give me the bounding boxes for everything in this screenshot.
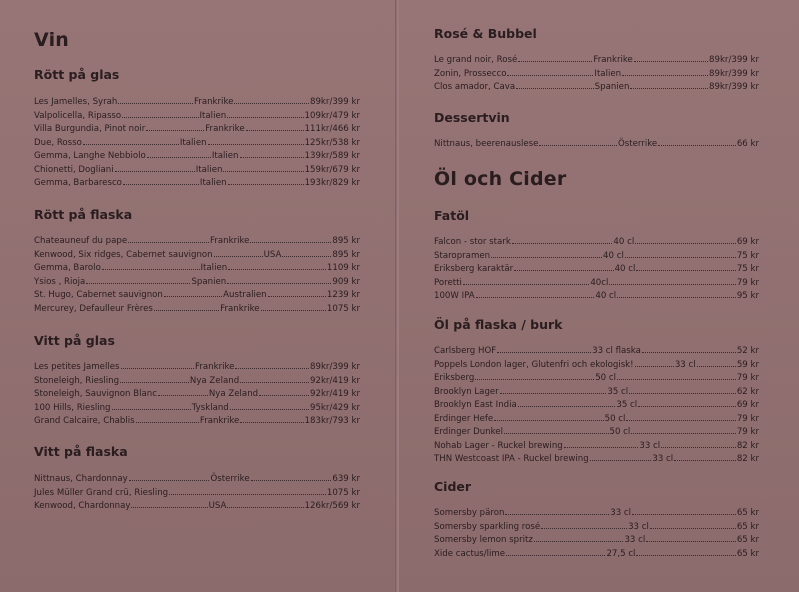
item-origin: 33 cl bbox=[652, 454, 674, 464]
menu-item bbox=[434, 426, 759, 440]
item-price: 65 kr bbox=[736, 548, 760, 559]
item-name: Brooklyn East India bbox=[434, 400, 517, 410]
item-origin: 40 cl bbox=[595, 291, 617, 301]
menu-item bbox=[34, 235, 360, 249]
item-name: Jules Müller Grand crü, Riesling bbox=[34, 487, 169, 498]
dot-leader bbox=[234, 103, 309, 104]
menu-item bbox=[34, 500, 360, 514]
item-price: 1075 kr bbox=[326, 487, 360, 498]
menu-item bbox=[34, 276, 360, 290]
page-title-ol-och-cider: Öl och Cider bbox=[434, 168, 567, 190]
dot-leader bbox=[261, 310, 326, 311]
menu-item bbox=[434, 263, 759, 277]
dot-leader bbox=[123, 184, 199, 185]
item-price: 62 kr bbox=[736, 386, 759, 397]
item-origin: 40cl bbox=[590, 277, 609, 288]
item-origin: 33 cl bbox=[610, 508, 632, 518]
item-price: 75 kr bbox=[736, 250, 759, 261]
item-origin: 27,5 cl bbox=[606, 548, 636, 559]
section-heading: Vitt på glas bbox=[34, 333, 115, 348]
dot-leader bbox=[590, 460, 652, 461]
item-origin: Frankrike bbox=[195, 362, 235, 372]
menu-list bbox=[434, 138, 759, 152]
item-origin: Frankrike bbox=[199, 416, 240, 426]
item-name: Nittnaus, Chardonnay bbox=[34, 474, 128, 484]
item-price: 69 kr bbox=[736, 400, 759, 410]
item-origin: 40 cl bbox=[613, 237, 635, 247]
dot-leader bbox=[121, 368, 195, 369]
item-price: 109kr/479 kr bbox=[304, 110, 360, 121]
section-heading: Vitt på flaska bbox=[34, 444, 128, 459]
item-price: 1239 kr bbox=[326, 290, 361, 300]
dot-leader bbox=[223, 171, 303, 172]
dot-leader bbox=[609, 284, 735, 285]
dot-leader bbox=[227, 507, 303, 508]
dot-leader bbox=[164, 296, 222, 297]
item-name: Gemma, Barbaresco bbox=[34, 178, 122, 188]
item-price: 895 kr bbox=[332, 236, 361, 246]
dot-leader bbox=[646, 541, 736, 542]
dot-leader bbox=[146, 130, 204, 131]
dot-leader bbox=[227, 117, 303, 118]
item-price: 89kr/399 kr bbox=[709, 82, 759, 92]
item-origin: Italien bbox=[199, 178, 227, 188]
menu-item bbox=[34, 361, 360, 375]
dot-leader bbox=[697, 366, 736, 367]
item-name: Grand Calcaire, Chablis bbox=[34, 416, 135, 426]
item-origin: 33 cl bbox=[674, 359, 696, 370]
item-price: 65 kr bbox=[736, 508, 759, 518]
item-origin: 33 cl bbox=[628, 521, 649, 532]
dot-leader bbox=[463, 284, 589, 285]
item-price: 65 kr bbox=[736, 521, 760, 532]
menu-item bbox=[434, 548, 759, 562]
dot-leader bbox=[208, 144, 304, 145]
item-origin: USA bbox=[263, 249, 282, 260]
item-origin: 33 cl bbox=[624, 535, 646, 545]
dot-leader bbox=[491, 257, 602, 258]
menu-item bbox=[434, 413, 759, 427]
dot-leader bbox=[564, 447, 639, 448]
dot-leader bbox=[636, 270, 735, 271]
dot-leader bbox=[214, 256, 263, 257]
item-name: Eriksberg bbox=[434, 373, 475, 383]
dot-leader bbox=[268, 296, 326, 297]
dot-leader bbox=[129, 480, 210, 481]
item-price: 79 kr bbox=[736, 373, 760, 383]
dot-leader bbox=[658, 145, 736, 146]
menu-list bbox=[434, 507, 759, 561]
item-origin: 35 cl bbox=[616, 400, 638, 410]
item-origin: Spanien bbox=[594, 82, 630, 92]
menu-item bbox=[434, 236, 759, 250]
dot-leader bbox=[638, 406, 736, 407]
item-name: Valpolicella, Ripasso bbox=[34, 110, 122, 121]
item-origin: Frankrike bbox=[210, 236, 250, 246]
item-price: 183kr/793 kr bbox=[304, 416, 360, 426]
item-origin: Österrike bbox=[618, 139, 658, 149]
menu-item bbox=[434, 81, 759, 95]
menu-item bbox=[434, 521, 759, 535]
item-origin: Frankrike bbox=[593, 55, 633, 65]
section-heading: Rött på flaska bbox=[34, 207, 133, 222]
item-name: Erdinger Dunkel bbox=[434, 427, 503, 437]
menu-item bbox=[34, 473, 360, 487]
item-origin: 33 cl bbox=[639, 440, 661, 451]
item-name: Poretti bbox=[434, 277, 462, 288]
dot-leader bbox=[475, 379, 594, 380]
menu-item bbox=[34, 375, 360, 389]
item-origin: 50 cl bbox=[595, 373, 616, 383]
menu-item bbox=[34, 164, 360, 178]
item-name: Kenwood, Chardonnay bbox=[34, 501, 131, 511]
item-name: Clos amador, Cava bbox=[434, 82, 516, 92]
item-name: Le grand noir, Rosé bbox=[434, 55, 518, 65]
item-price: 639 kr bbox=[332, 474, 361, 484]
dot-leader bbox=[494, 420, 603, 421]
dot-leader bbox=[518, 406, 616, 407]
menu-item bbox=[434, 507, 759, 521]
dot-leader bbox=[674, 460, 736, 461]
dot-leader bbox=[240, 422, 303, 423]
menu-item bbox=[34, 402, 360, 416]
dot-leader bbox=[518, 61, 592, 62]
dot-leader bbox=[83, 144, 179, 145]
item-name: Nohab Lager - Ruckel brewing bbox=[434, 440, 563, 451]
dot-leader bbox=[158, 395, 208, 396]
item-price: 1075 kr bbox=[326, 303, 361, 314]
menu-item bbox=[434, 372, 759, 386]
menu-item bbox=[434, 250, 759, 264]
dot-leader bbox=[539, 145, 617, 146]
item-price: 89kr/399 kr bbox=[310, 97, 360, 107]
dot-leader bbox=[120, 382, 189, 383]
item-name: St. Hugo, Cabernet sauvignon bbox=[34, 290, 163, 300]
item-origin: USA bbox=[208, 501, 227, 511]
menu-list bbox=[34, 235, 360, 316]
section-heading: Rött på glas bbox=[34, 67, 120, 82]
menu-item bbox=[434, 290, 759, 304]
item-origin: Spanien bbox=[191, 276, 227, 287]
item-name: THN Westcoast IPA - Ruckel brewing bbox=[434, 454, 589, 464]
menu-list bbox=[434, 345, 759, 467]
item-origin: Österrike bbox=[210, 474, 250, 484]
dot-leader bbox=[228, 184, 304, 185]
item-name: Kenwood, Six ridges, Cabernet sauvignon bbox=[34, 249, 213, 260]
item-origin: Australien bbox=[223, 290, 267, 300]
menu-item bbox=[34, 177, 360, 191]
dot-leader bbox=[227, 283, 331, 284]
item-price: 895 kr bbox=[332, 249, 361, 260]
item-price: 69 kr bbox=[736, 237, 760, 247]
item-origin: Italien bbox=[200, 263, 228, 273]
dot-leader bbox=[102, 269, 200, 270]
item-price: 89kr/399 kr bbox=[709, 55, 760, 65]
item-price: 59 kr bbox=[736, 359, 759, 370]
section-heading: Rosé & Bubbel bbox=[434, 26, 537, 41]
menu-item bbox=[434, 386, 759, 400]
item-origin: Frankrike bbox=[193, 97, 234, 107]
item-origin: Italien bbox=[199, 110, 227, 121]
menu-item bbox=[434, 399, 759, 413]
dot-leader bbox=[661, 447, 736, 448]
item-name: Les Jamelles, Syrah bbox=[34, 97, 118, 107]
menu-page-wine bbox=[0, 0, 396, 592]
dot-leader bbox=[115, 171, 195, 172]
item-price: 75 kr bbox=[736, 264, 759, 274]
dot-leader bbox=[169, 494, 326, 495]
dot-leader bbox=[136, 422, 199, 423]
section-heading: Cider bbox=[434, 479, 472, 494]
dot-leader bbox=[635, 366, 674, 367]
item-origin: Italien bbox=[195, 164, 223, 175]
dot-leader bbox=[512, 243, 613, 244]
item-name: Eriksberg karaktär bbox=[434, 264, 514, 274]
menu-item bbox=[34, 150, 360, 164]
menu-item bbox=[34, 303, 360, 317]
item-name: Gemma, Langhe Nebbiolo bbox=[34, 151, 146, 161]
item-price: 89kr/399 kr bbox=[310, 362, 361, 372]
section-heading: Fatöl bbox=[434, 208, 470, 223]
dot-leader bbox=[230, 409, 309, 410]
dot-leader bbox=[154, 310, 219, 311]
item-price: 126kr/569 kr bbox=[304, 501, 360, 511]
item-origin: 40 cl bbox=[603, 250, 624, 261]
item-name: Somersby lemon spritz bbox=[434, 535, 533, 545]
menu-item bbox=[34, 388, 360, 402]
dot-leader bbox=[635, 243, 736, 244]
dot-leader bbox=[228, 269, 326, 270]
item-name: Somersby päron bbox=[434, 508, 505, 518]
item-price: 66 kr bbox=[736, 139, 760, 149]
item-name: Villa Burgundia, Pinot noir bbox=[34, 124, 146, 134]
menu-item bbox=[34, 262, 360, 276]
dot-leader bbox=[650, 528, 736, 529]
dot-leader bbox=[250, 242, 331, 243]
dot-leader bbox=[617, 379, 736, 380]
dot-leader bbox=[497, 352, 591, 353]
section-heading: Dessertvin bbox=[434, 110, 510, 125]
dot-leader bbox=[506, 555, 605, 556]
item-price: 125kr/538 kr bbox=[304, 137, 361, 148]
menu-item bbox=[434, 138, 759, 152]
item-origin: Tyskland bbox=[191, 402, 229, 413]
item-origin: 40 cl bbox=[614, 264, 636, 274]
dot-leader bbox=[626, 420, 735, 421]
item-price: 79 kr bbox=[736, 427, 759, 437]
menu-item bbox=[434, 534, 759, 548]
dot-leader bbox=[622, 75, 708, 76]
item-origin: Italien bbox=[594, 68, 622, 79]
item-name: Due, Rosso bbox=[34, 137, 82, 148]
dot-leader bbox=[131, 507, 207, 508]
menu-item bbox=[434, 453, 759, 467]
dot-leader bbox=[630, 88, 708, 89]
dot-leader bbox=[500, 393, 607, 394]
item-price: 159kr/679 kr bbox=[304, 164, 361, 175]
item-origin: 35 cl bbox=[607, 386, 629, 397]
item-price: 65 kr bbox=[736, 535, 759, 545]
dot-leader bbox=[505, 514, 609, 515]
item-origin: Italien bbox=[211, 151, 239, 161]
dot-leader bbox=[128, 242, 209, 243]
menu-item bbox=[434, 277, 759, 291]
dot-leader bbox=[240, 157, 304, 158]
item-price: 95 kr bbox=[736, 291, 759, 301]
menu-item bbox=[34, 96, 360, 110]
item-origin: Frankrike bbox=[205, 124, 245, 134]
item-name: Les petites Jamelles bbox=[34, 362, 120, 372]
item-price: 92kr/419 kr bbox=[310, 375, 361, 386]
dot-leader bbox=[514, 270, 613, 271]
menu-list bbox=[34, 473, 360, 514]
page-title-vin: Vin bbox=[34, 29, 70, 51]
item-name: Stoneleigh, Sauvignon Blanc bbox=[34, 389, 157, 399]
dot-leader bbox=[642, 352, 736, 353]
item-name: Erdinger Hefe bbox=[434, 413, 494, 424]
item-name: Xide cactus/lime bbox=[434, 548, 506, 559]
menu-list bbox=[434, 236, 759, 304]
menu-list bbox=[434, 54, 759, 95]
item-origin: Nya Zeland bbox=[208, 389, 259, 399]
dot-leader bbox=[516, 88, 594, 89]
item-price: 52 kr bbox=[736, 346, 760, 356]
dot-leader bbox=[629, 393, 736, 394]
item-origin: 50 cl bbox=[609, 427, 631, 437]
dot-leader bbox=[86, 283, 190, 284]
item-price: 89kr/399 kr bbox=[709, 68, 760, 79]
dot-leader bbox=[122, 117, 198, 118]
item-name: Gemma, Barolo bbox=[34, 263, 101, 273]
dot-leader bbox=[625, 257, 736, 258]
item-origin: Frankrike bbox=[220, 303, 260, 314]
menu-item bbox=[434, 345, 759, 359]
item-origin: Italien bbox=[179, 137, 207, 148]
item-name: Stoneleigh, Riesling bbox=[34, 375, 120, 386]
menu-list bbox=[34, 96, 360, 191]
dot-leader bbox=[507, 75, 593, 76]
dot-leader bbox=[246, 130, 304, 131]
dot-leader bbox=[617, 297, 736, 298]
item-price: 909 kr bbox=[332, 276, 361, 287]
item-price: 82 kr bbox=[736, 440, 759, 451]
menu-item bbox=[34, 123, 360, 137]
dot-leader bbox=[235, 368, 309, 369]
menu-item bbox=[34, 415, 360, 429]
item-price: 92kr/419 kr bbox=[310, 389, 361, 399]
item-price: 79 kr bbox=[736, 277, 759, 288]
item-origin: 33 cl flaska bbox=[592, 346, 641, 356]
dot-leader bbox=[632, 514, 736, 515]
item-name: Chateauneuf du pape bbox=[34, 236, 128, 246]
menu-page-drinks bbox=[399, 0, 799, 592]
section-heading: Öl på flaska / burk bbox=[434, 317, 563, 332]
item-name: Staropramen bbox=[434, 250, 491, 261]
item-name: Brooklyn Lager bbox=[434, 386, 499, 397]
dot-leader bbox=[251, 480, 332, 481]
dot-leader bbox=[634, 61, 708, 62]
dot-leader bbox=[631, 433, 736, 434]
item-name: Chionetti, Dogliani bbox=[34, 164, 114, 175]
dot-leader bbox=[147, 157, 211, 158]
dot-leader bbox=[112, 409, 191, 410]
dot-leader bbox=[118, 103, 193, 104]
item-price: 193kr/829 kr bbox=[304, 178, 361, 188]
dot-leader bbox=[476, 297, 595, 298]
dot-leader bbox=[259, 395, 309, 396]
item-price: 95kr/429 kr bbox=[310, 402, 360, 413]
menu-list bbox=[34, 361, 360, 429]
item-name: Zonin, Prossecco bbox=[434, 68, 507, 79]
item-price: 82 kr bbox=[736, 454, 759, 464]
item-name: Somersby sparkling rosé bbox=[434, 521, 541, 532]
item-name: Nittnaus, beerenauslese bbox=[434, 139, 539, 149]
item-name: 100 Hills, Riesling bbox=[34, 402, 111, 413]
item-price: 79 kr bbox=[736, 413, 760, 424]
menu-item bbox=[34, 110, 360, 124]
menu-item bbox=[434, 68, 759, 82]
dot-leader bbox=[282, 256, 331, 257]
item-price: 1109 kr bbox=[326, 263, 361, 273]
dot-leader bbox=[240, 382, 309, 383]
item-name: 100W IPA bbox=[434, 291, 475, 301]
menu-item bbox=[34, 137, 360, 151]
menu-item bbox=[34, 487, 360, 501]
menu-item bbox=[34, 289, 360, 303]
item-name: Falcon - stor stark bbox=[434, 237, 511, 247]
dot-leader bbox=[504, 433, 609, 434]
menu-item bbox=[434, 54, 759, 68]
dot-leader bbox=[534, 541, 624, 542]
item-price: 139kr/589 kr bbox=[304, 151, 360, 161]
menu-item bbox=[34, 249, 360, 263]
item-name: Carlsberg HOF bbox=[434, 346, 497, 356]
item-name: Poppels London lager, Glutenfri och ekologisk! bbox=[434, 359, 634, 370]
item-origin: Nya Zeland bbox=[189, 375, 240, 386]
item-price: 111kr/466 kr bbox=[304, 124, 360, 134]
menu-item bbox=[434, 359, 759, 373]
dot-leader bbox=[636, 555, 735, 556]
dot-leader bbox=[541, 528, 627, 529]
item-origin: 50 cl bbox=[604, 413, 626, 424]
item-name: Mercurey, Defaulleur Frères bbox=[34, 303, 153, 314]
item-name: Ysios , Rioja bbox=[34, 276, 86, 287]
menu-item bbox=[434, 440, 759, 454]
